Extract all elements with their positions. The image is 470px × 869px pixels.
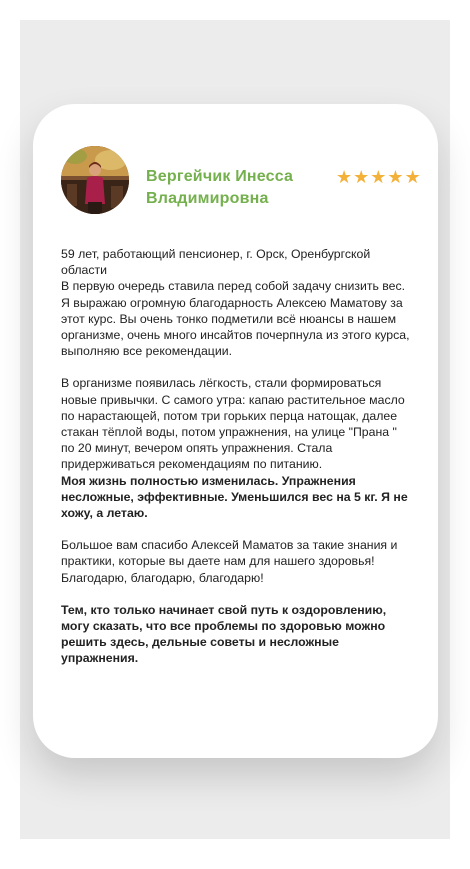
bold-text: Тем, кто только начинает свой путь к оздоровлению, могу сказать, что все проблемы по здоровью можно решить здесь, дельные советы и несложные упражнения. <box>61 602 387 666</box>
review-paragraph: Я выражаю огромную благодарность Алексею Маматову за этот курс. Вы очень тонко подметили всё нюансы в нашем организме, очень много инсайтов почерпнула из этого курса, выполняю все рекомендации. <box>61 295 410 359</box>
review-paragraph: Большое вам спасибо Алексей Маматов за такие знания и практики, которые вы даете нам для нашего здоровья! Благодарю, благодарю, благодарю! <box>61 538 398 585</box>
star-icon: ★ <box>353 167 370 187</box>
rating-stars <box>336 168 421 186</box>
star-icon: ★ <box>404 167 421 187</box>
review-paragraph-bold <box>61 602 413 667</box>
review-card <box>33 104 438 758</box>
author-name: Вергейчик Инесса Владимировна <box>146 168 294 207</box>
star-icon: ★ <box>336 167 353 187</box>
author-info: 59 лет, работающий пенсионер, г. Орск, Оренбургской области <box>61 247 371 278</box>
avatar <box>61 146 129 214</box>
review-text <box>61 246 413 667</box>
bold-text: Моя жизнь полностью изменилась. Упражнения несложные, эффективные. Уменьшился вес на 5 кг. Я не хожу, а летаю. <box>61 473 408 521</box>
avatar-photo <box>61 146 129 214</box>
review-paragraph: В организме появилась лёгкость, стали формироваться новые привычки. С самого утра: капаю растительное масло по нарастающей, потом три горьких перца натощак, далее стакан тёплой воды, потом упражнения, на улице "Прана " по 20 минут, вечером опять упражнения. Стала придерживаться рекомендациям по питанию. <box>61 376 405 472</box>
star-icon: ★ <box>370 167 387 187</box>
review-paragraph-bold <box>61 473 413 522</box>
review-paragraph: В первую очередь ставила перед собой задачу снизить вес. <box>61 279 406 294</box>
star-icon: ★ <box>387 167 404 187</box>
